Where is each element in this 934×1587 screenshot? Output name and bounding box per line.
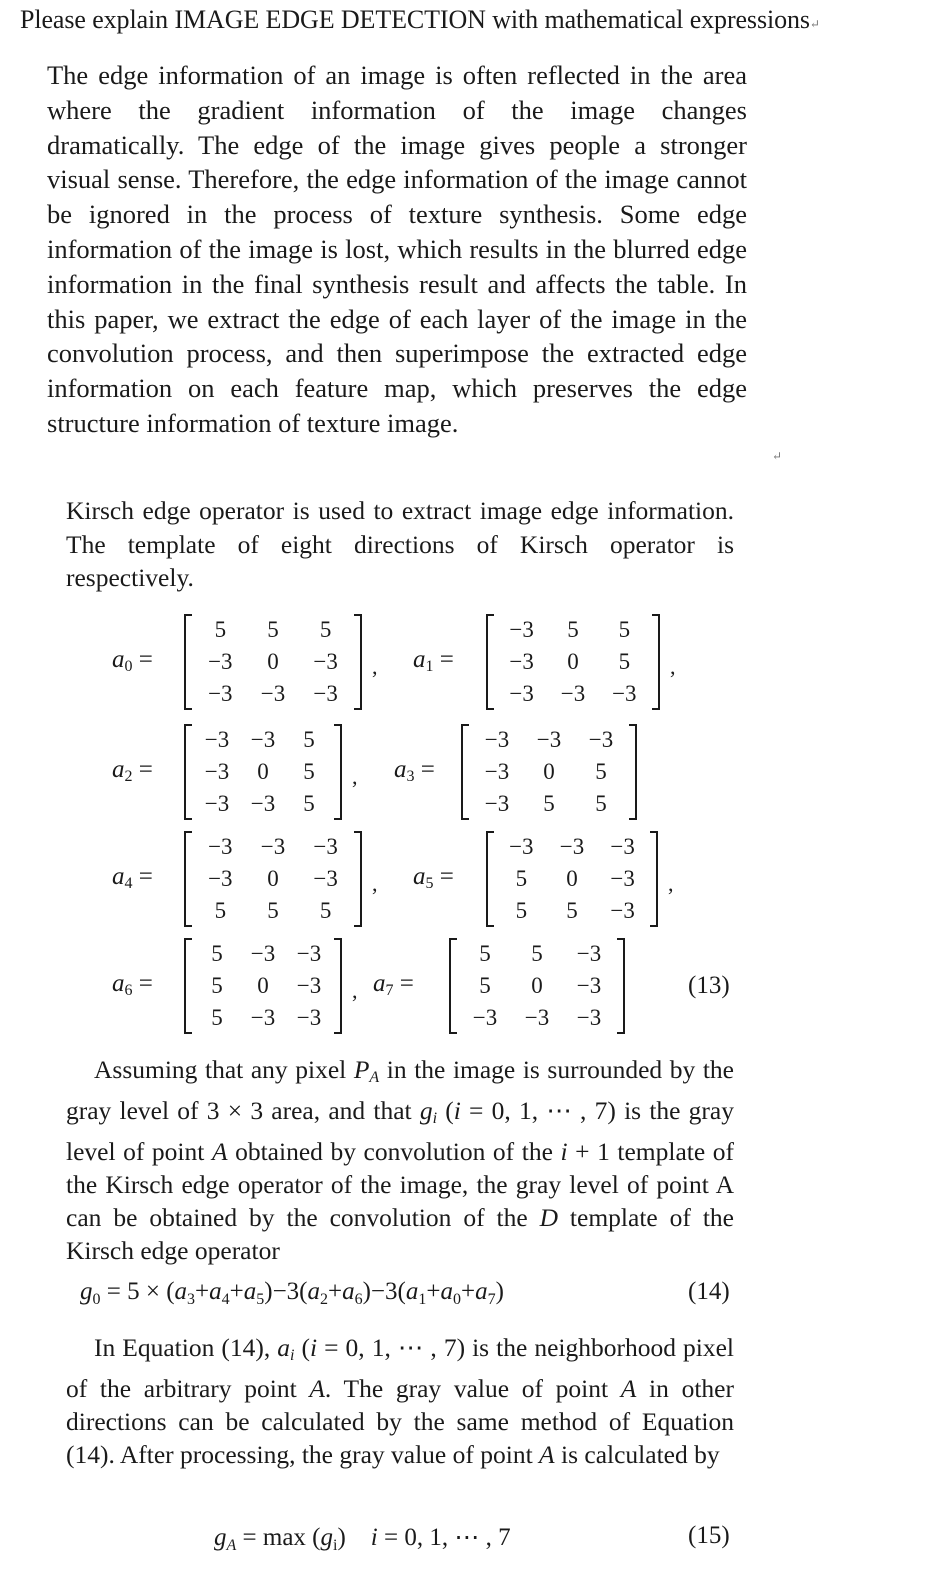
return-mark-icon: ↵ [809, 17, 820, 31]
matrix-label-a1: $a_1$ = [413, 646, 454, 675]
matrix-comma: , [372, 654, 378, 679]
matrix-cell: 5 [479, 973, 491, 998]
matrix-cell: 5 [595, 759, 607, 784]
matrix-cell: 5 [211, 1005, 223, 1030]
matrix-cell: −3 [250, 727, 276, 752]
matrix-cell: −3 [472, 1005, 498, 1030]
left-bracket [184, 831, 192, 927]
matrix-cell: 5 [303, 759, 315, 784]
equation-13-number: (13) [688, 972, 730, 999]
matrix-label-a6: $a_6$ = [112, 970, 153, 999]
matrix-cell: −3 [208, 866, 233, 891]
right-bracket [617, 938, 625, 1034]
equation-15: $g_A = \max (g_i)$ i = 0, 1, ⋯ , 7 [214, 1524, 511, 1554]
matrix-label-a7: $a_7$ = [373, 970, 414, 999]
matrix-a5 [486, 831, 658, 927]
matrix-cell: −3 [250, 941, 276, 966]
matrix-comma: , [352, 764, 358, 789]
right-bracket [354, 831, 362, 927]
matrix-cell: 0 [566, 866, 578, 891]
matrix-cell: 0 [531, 973, 543, 998]
matrix-a4 [184, 831, 362, 927]
matrix-a1 [486, 614, 660, 710]
left-bracket [184, 614, 192, 710]
matrix-cell: 5 [515, 866, 528, 891]
left-bracket [184, 938, 192, 1034]
right-bracket [652, 614, 660, 710]
question-text: Please explain IMAGE EDGE DETECTION with mathematical expressions [20, 5, 810, 34]
matrix-cell: 5 [566, 898, 578, 923]
matrix-cell: −3 [484, 727, 510, 752]
matrix-cell: −3 [204, 727, 230, 752]
matrix-cell: −3 [296, 941, 322, 966]
matrix-cell: 5 [515, 898, 528, 923]
matrix-cell: −3 [610, 834, 635, 859]
matrix-cell: 5 [303, 727, 315, 752]
equation-14: $g_0 = 5 \times (a_3+a_4+a_5)-3(a_2+a_6)-3(a_1+a_0+a_7)$ [80, 1278, 504, 1308]
matrix-cell: −3 [560, 681, 586, 706]
left-bracket [184, 724, 192, 820]
matrix-cell: −3 [208, 681, 233, 706]
matrix-cell: −3 [576, 973, 602, 998]
matrix-label-a5: $a_5$ = [413, 863, 454, 892]
matrix-cell: 5 [214, 898, 227, 923]
equation-15-number: (15) [688, 1522, 730, 1549]
right-bracket [354, 614, 362, 710]
matrix-cell: −3 [559, 834, 585, 859]
left-bracket [486, 614, 494, 710]
paragraph-kirsch-intro: Kirsch edge operator is used to extract image edge information. The template of eight directions of Kirsch operator is respectively. [66, 496, 734, 592]
paragraph-neighborhood: In Equation (14), $a_i$ (i = 0, 1, ⋯ , 7) is the neighborhood pixel of the arbitrary point A. The gray value of point A in other directions can be calculated by the same method of Equation (14). After processing, the gray value of point A is calculated by [66, 1333, 734, 1469]
paragraph-edge-information: The edge information of an image is often reflected in the area where the gradient information of the image changes dramatically. The edge of the image gives people a stronger visual sense. Therefore, the edge information of the image cannot be ignored in the process of texture synthesis. Some edge information of the image is lost, which results in the blurred edge information in the final synthesis result and affects the table. In this paper, we extract the edge of each layer of the image in the convolution process, and then superimpose the extracted edge information on each feature map, which preserves the edge structure information of texture image. [47, 60, 747, 438]
right-bracket [334, 938, 342, 1034]
matrix-cell: −3 [204, 791, 230, 816]
matrix-cell: 5 [303, 791, 315, 816]
matrix-label-a0: $a_0$ = [112, 646, 153, 675]
matrix-cell: 5 [214, 617, 227, 642]
matrix-cell: 0 [543, 759, 555, 784]
matrix-cell: −3 [208, 834, 233, 859]
matrix-cell: 5 [267, 898, 279, 923]
matrix-cell: −3 [576, 941, 602, 966]
matrix-a3 [461, 724, 637, 820]
matrix-cell: −3 [588, 727, 614, 752]
matrix-label-a3: $a_3$ = [394, 756, 435, 785]
matrix-cell: 5 [267, 617, 279, 642]
matrix-cell: −3 [313, 649, 338, 674]
matrix-cell: −3 [313, 681, 338, 706]
matrix-cell: −3 [484, 791, 510, 816]
right-bracket [629, 724, 637, 820]
matrix-cell: 0 [257, 973, 269, 998]
matrix-a0 [184, 614, 362, 710]
matrix-cell: −3 [576, 1005, 602, 1030]
matrix-cell: −3 [250, 791, 276, 816]
matrix-cell: 0 [267, 866, 279, 891]
matrix-cell: 5 [567, 617, 579, 642]
matrix-cell: −3 [260, 834, 286, 859]
matrix-cell: 5 [543, 791, 555, 816]
left-bracket [461, 724, 469, 820]
matrix-cell: 5 [618, 617, 631, 642]
question-heading [20, 5, 820, 35]
matrix-cell: −3 [536, 727, 562, 752]
matrix-cell: 0 [257, 759, 269, 784]
matrix-comma: , [668, 871, 674, 896]
matrix-cell: −3 [509, 617, 534, 642]
matrix-cell: −3 [484, 759, 510, 784]
matrix-cell: 5 [595, 791, 607, 816]
matrix-cell: 0 [567, 649, 579, 674]
matrix-cell: −3 [296, 1005, 322, 1030]
right-bracket [334, 724, 342, 820]
matrix-a7 [449, 938, 625, 1034]
matrix-cell: −3 [204, 759, 230, 784]
matrix-cell: −3 [260, 681, 286, 706]
left-bracket [486, 831, 494, 927]
matrix-comma: , [352, 978, 358, 1003]
matrix-cell: −3 [250, 1005, 276, 1030]
matrix-a6 [184, 938, 342, 1034]
return-mark-icon: ↵ [772, 449, 783, 463]
matrix-cell: −3 [296, 973, 322, 998]
matrix-a2 [184, 724, 342, 820]
matrix-cell: 5 [211, 941, 223, 966]
matrix-cell: 5 [618, 649, 631, 674]
matrix-comma: , [372, 871, 378, 896]
matrix-cell: 5 [531, 941, 543, 966]
matrix-cell: −3 [509, 649, 534, 674]
matrix-cell: 0 [267, 649, 279, 674]
matrix-cell: −3 [610, 898, 635, 923]
matrix-cell: 5 [211, 973, 223, 998]
matrix-cell: −3 [524, 1005, 550, 1030]
matrix-comma: , [670, 654, 676, 679]
matrix-cell: −3 [612, 681, 637, 706]
matrix-cell: −3 [313, 834, 338, 859]
matrix-label-a2: $a_2$ = [112, 756, 153, 785]
matrix-label-a4: $a_4$ = [112, 863, 153, 892]
matrix-cell: −3 [509, 681, 534, 706]
matrix-cell: 5 [319, 898, 332, 923]
matrix-cell: −3 [313, 866, 338, 891]
right-bracket [650, 831, 658, 927]
matrix-cell: 5 [319, 617, 332, 642]
matrix-cell: −3 [509, 834, 534, 859]
left-bracket [449, 938, 457, 1034]
matrix-cell: −3 [610, 866, 635, 891]
equation-14-number: (14) [688, 1278, 730, 1305]
paragraph-assumption: Assuming that any pixel $P_A$ in the image is surrounded by the gray level of 3 × 3 area, and that $g_i$ (i = 0, 1, ⋯ , 7) is the gray level of point A obtained by convolution of the i + 1 template of the Kirsch edge operator of the image, the gray level of point A can be obtained by the convolution of the D template of the Kirsch edge operator [66, 1055, 735, 1265]
matrix-cell: 5 [479, 941, 491, 966]
matrix-cell: −3 [208, 649, 233, 674]
